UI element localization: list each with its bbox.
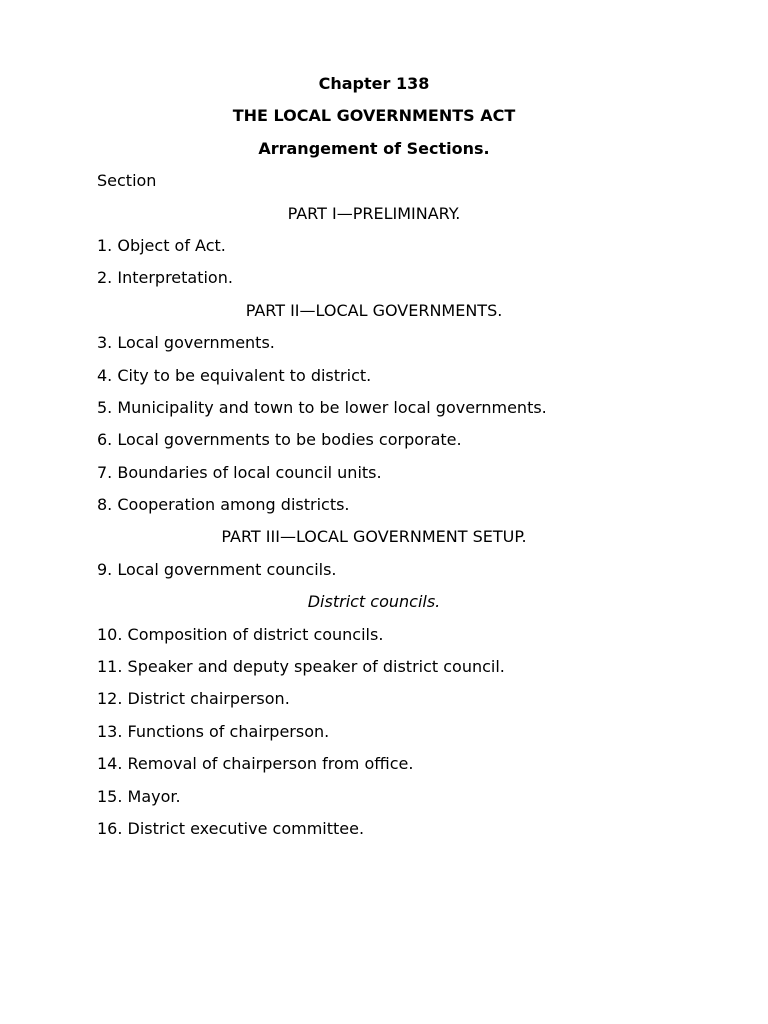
part-heading: PART I—PRELIMINARY. (287, 203, 461, 223)
chapter-heading: Chapter 138 (318, 74, 430, 93)
section-item: 9. Local government councils. (97, 559, 337, 579)
section-item: 6. Local governments to be bodies corporate. (97, 430, 462, 450)
section-label: Section (97, 171, 157, 191)
section-item: 12. District chairperson. (97, 689, 290, 709)
section-item: 10. Composition of district councils. (97, 624, 384, 644)
section-item: 15. Mayor. (97, 786, 181, 806)
section-item: 7. Boundaries of local council units. (97, 462, 382, 482)
act-title: THE LOCAL GOVERNMENTS ACT (232, 106, 516, 126)
section-item: 16. District executive committee. (97, 818, 365, 838)
section-item: 14. Removal of chairperson from office. (97, 754, 414, 774)
subheading: District councils. (307, 592, 441, 612)
part-heading: PART III—LOCAL GOVERNMENT SETUP. (221, 527, 527, 547)
section-item: 11. Speaker and deputy speaker of district council. (97, 657, 505, 677)
section-item: 5. Municipality and town to be lower local governments. (97, 397, 547, 417)
section-item: 1. Object of Act. (97, 235, 226, 255)
part-heading: PART II—LOCAL GOVERNMENTS. (245, 300, 503, 320)
document-page (97, 68, 651, 845)
section-item: 4. City to be equivalent to district. (97, 365, 372, 385)
section-item: 13. Functions of chairperson. (97, 721, 330, 741)
section-item: 3. Local governments. (97, 333, 275, 353)
arrangement-heading: Arrangement of Sections. (258, 138, 490, 158)
section-item: 8. Cooperation among districts. (97, 495, 350, 515)
section-item: 2. Interpretation. (97, 268, 233, 288)
